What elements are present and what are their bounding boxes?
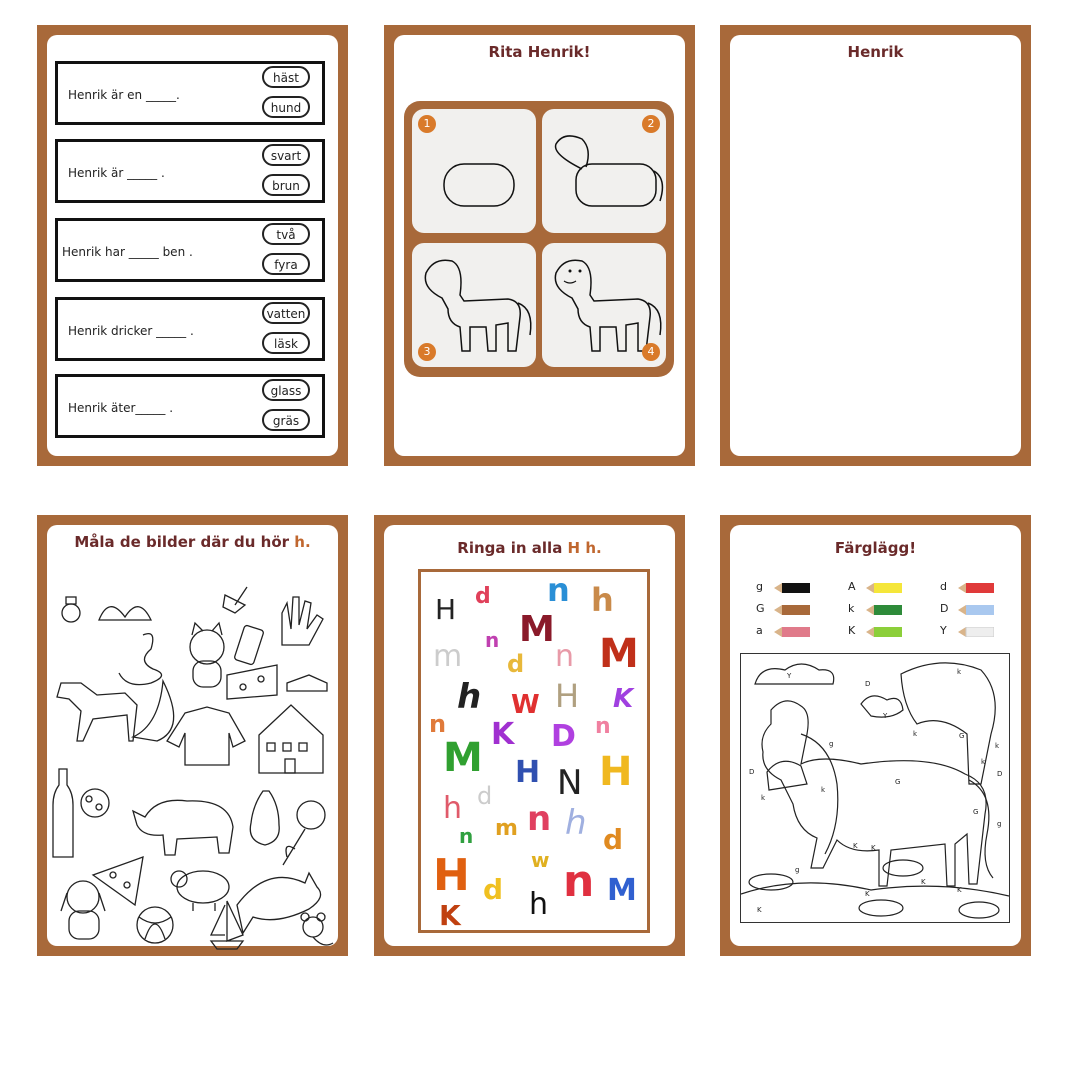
letter[interactable]: N: [557, 763, 583, 803]
letter[interactable]: H: [555, 677, 580, 715]
raspberry-icon: [81, 789, 109, 817]
pencil-white-icon: [958, 627, 994, 637]
key-code: g: [756, 580, 763, 593]
dog-icon: [61, 881, 105, 939]
region-label: D: [997, 770, 1003, 778]
step-cell: [412, 243, 536, 367]
sentence-text: Henrik äter_____ .: [68, 401, 174, 415]
drawing-steps-grid: [404, 101, 674, 377]
bra-icon: [99, 607, 151, 620]
letter[interactable]: h: [457, 677, 482, 717]
bird-icon: [223, 587, 247, 613]
hand-icon: [282, 597, 323, 645]
card-draw: [384, 25, 695, 466]
option-button[interactable]: svart: [262, 144, 310, 166]
letter[interactable]: d: [475, 584, 491, 609]
key-code: K: [848, 624, 856, 637]
letter[interactable]: K: [613, 684, 634, 714]
card-sheet: [47, 35, 338, 456]
rose-icon: [283, 801, 325, 865]
card-circle: [374, 515, 685, 956]
step-number: 3: [418, 343, 436, 361]
letter[interactable]: M: [519, 609, 555, 650]
letter[interactable]: H: [435, 593, 457, 626]
sentence-row: [55, 139, 325, 203]
key-code: A: [848, 580, 856, 593]
card-title: Henrik: [847, 43, 904, 61]
region-label: Y: [883, 712, 888, 720]
horse-icon: [57, 683, 137, 741]
sentence-row: [55, 374, 325, 438]
letter[interactable]: d: [603, 823, 624, 856]
sentence-row: [55, 61, 325, 125]
house-icon: [259, 705, 323, 773]
mouse-icon: [301, 913, 333, 945]
coloring-picture: [740, 653, 1010, 923]
step-cell: [542, 243, 666, 367]
region-label: G: [973, 808, 979, 816]
option-button[interactable]: läsk: [262, 332, 310, 354]
sentence-text: Henrik har _____ ben .: [62, 245, 193, 259]
key-code: Y: [940, 624, 947, 637]
letter[interactable]: n: [527, 799, 552, 839]
step-number: 1: [418, 115, 436, 133]
pencil-black-icon: [774, 583, 810, 593]
option-button[interactable]: gräs: [262, 409, 310, 431]
pencil-yellow-icon: [866, 583, 902, 593]
region-label: Y: [787, 672, 792, 680]
horse-coloring-icon: [741, 654, 1009, 922]
letter[interactable]: m: [495, 816, 518, 841]
cat-icon: [190, 623, 224, 687]
option-button[interactable]: häst: [262, 66, 310, 88]
region-label: k: [957, 668, 962, 676]
region-label: D: [865, 680, 871, 688]
letter[interactable]: n: [429, 710, 447, 738]
phone-icon: [234, 625, 264, 665]
letter[interactable]: K: [491, 717, 515, 752]
letter[interactable]: H: [599, 749, 633, 795]
region-label: k: [981, 758, 986, 766]
region-label: k: [761, 794, 766, 802]
region-label: K: [921, 878, 926, 886]
region-label: g: [795, 866, 800, 874]
pencil-green-icon: [866, 605, 902, 615]
sentence-text: Henrik dricker _____ .: [68, 324, 194, 338]
letter[interactable]: d: [483, 873, 504, 906]
card-sheet: [47, 525, 338, 946]
card-title: Färglägg!: [834, 539, 917, 557]
letter[interactable]: h: [591, 581, 614, 619]
sentence-row: [55, 218, 325, 282]
card-sheet: [730, 525, 1021, 946]
option-button[interactable]: två: [262, 223, 310, 245]
pencil-pink-icon: [774, 627, 810, 637]
snake-icon: [119, 634, 162, 685]
letter[interactable]: h: [443, 791, 463, 826]
card-sentences: [37, 25, 348, 466]
step-cell: [412, 109, 536, 233]
card-sheet: [394, 35, 685, 456]
pencil-brown-icon: [774, 605, 810, 615]
letter-box: [418, 569, 650, 933]
letter[interactable]: H: [515, 755, 541, 790]
letter[interactable]: m: [433, 639, 463, 674]
banana-icon: [133, 681, 174, 741]
sentence-text: Henrik är en _____.: [68, 88, 180, 102]
letter[interactable]: d: [507, 650, 525, 678]
region-label: g: [829, 740, 834, 748]
card-color: [720, 515, 1031, 956]
letter[interactable]: n: [485, 628, 500, 652]
card-blank: [720, 25, 1031, 466]
letter[interactable]: D: [551, 719, 576, 754]
title-text: Måla de bilder där du hör: [74, 533, 295, 551]
letter[interactable]: w: [531, 848, 550, 872]
letter[interactable]: K: [439, 899, 461, 932]
card-title: [384, 539, 675, 557]
card-title: Rita Henrik!: [488, 43, 591, 61]
letter[interactable]: h: [529, 887, 549, 922]
region-label: K: [957, 886, 962, 894]
key-code: d: [940, 580, 947, 593]
key-code: a: [756, 624, 763, 637]
shark-icon: [237, 873, 321, 933]
pencil-lightblue-icon: [958, 605, 994, 615]
letter[interactable]: n: [547, 571, 570, 609]
region-label: G: [895, 778, 901, 786]
letter[interactable]: M: [443, 735, 483, 781]
title-letters: H h.: [567, 539, 602, 557]
title-text: Ringa in alla: [457, 539, 568, 557]
region-label: K: [757, 906, 762, 914]
region-label: g: [997, 820, 1002, 828]
letter[interactable]: M: [607, 873, 637, 908]
step-number: 4: [642, 343, 660, 361]
letter[interactable]: d: [477, 782, 493, 810]
pig-icon: [171, 871, 229, 911]
letter[interactable]: H: [433, 850, 470, 901]
step-cell: [542, 109, 666, 233]
pencil-red-icon: [958, 583, 994, 593]
ring-icon: [62, 597, 80, 622]
bottle-icon: [53, 769, 73, 857]
title-letter: h.: [294, 533, 311, 551]
card-title: [47, 533, 338, 551]
region-label: G: [959, 732, 965, 740]
letter[interactable]: M: [599, 631, 639, 677]
ball-icon: [137, 907, 173, 943]
option-button[interactable]: hund: [262, 96, 310, 118]
sentence-text: Henrik är _____ .: [68, 166, 165, 180]
pencil-lightgreen-icon: [866, 627, 902, 637]
region-label: K: [865, 890, 870, 898]
shoe-icon: [287, 675, 327, 691]
letter[interactable]: W: [511, 690, 540, 720]
pear-icon: [250, 791, 279, 845]
letter[interactable]: h: [565, 803, 587, 843]
region-label: K: [871, 844, 876, 852]
region-label: K: [853, 842, 858, 850]
sweater-icon: [167, 707, 245, 765]
region-label: k: [913, 730, 918, 738]
cheese-icon: [227, 665, 277, 699]
letter[interactable]: n: [563, 856, 595, 907]
letter[interactable]: n: [555, 639, 575, 674]
rhino-icon: [133, 800, 233, 855]
letter[interactable]: n: [459, 824, 474, 848]
sentence-row: [55, 297, 325, 361]
key-code: k: [848, 602, 855, 615]
option-button[interactable]: brun: [262, 174, 310, 196]
card-sheet: [384, 525, 675, 946]
letter[interactable]: n: [595, 714, 611, 739]
key-code: G: [756, 602, 765, 615]
region-label: k: [821, 786, 826, 794]
card-sheet: [730, 35, 1021, 456]
option-button[interactable]: glass: [262, 379, 310, 401]
pictures-illustration: [47, 565, 338, 955]
option-button[interactable]: fyra: [262, 253, 310, 275]
card-paint: [37, 515, 348, 956]
option-button[interactable]: vatten: [262, 302, 310, 324]
region-label: D: [749, 768, 755, 776]
step-number: 2: [642, 115, 660, 133]
region-label: k: [995, 742, 1000, 750]
key-code: D: [940, 602, 949, 615]
